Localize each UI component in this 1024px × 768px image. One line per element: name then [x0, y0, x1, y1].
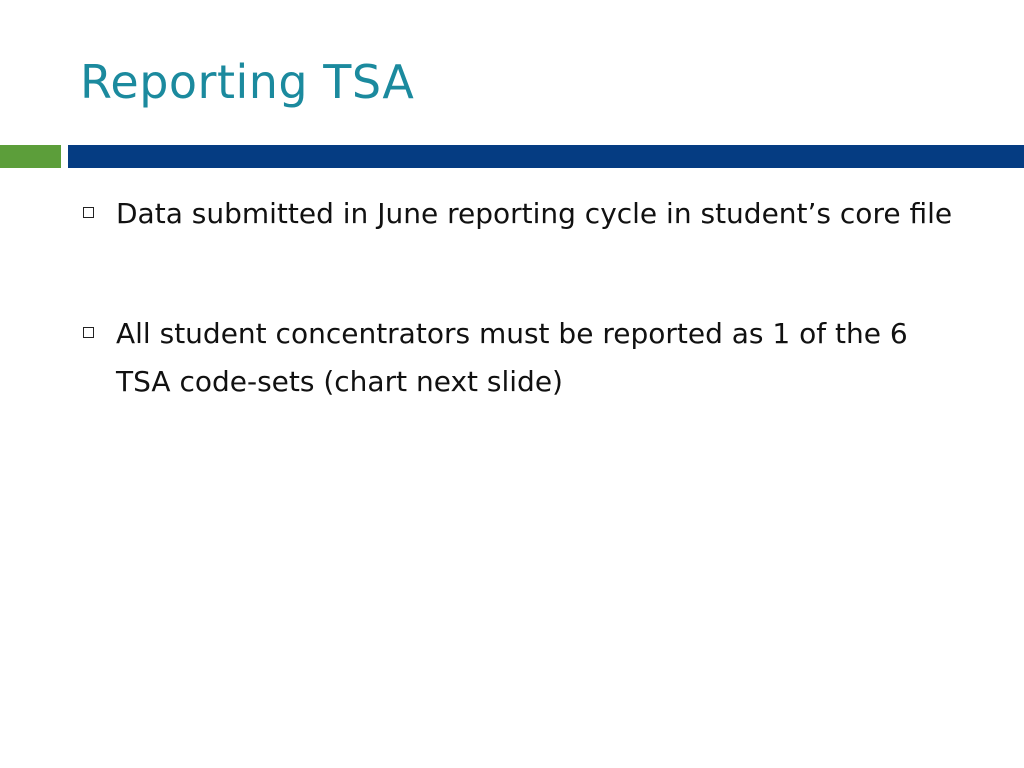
accent-bar-green — [0, 145, 61, 168]
accent-bar-blue — [68, 145, 1024, 168]
bullet-list — [80, 190, 960, 478]
bullet-item — [80, 190, 960, 238]
square-bullet-icon — [83, 207, 94, 218]
bullet-text: All student concentrators must be reported as 1 of the 6 TSA code-sets (chart next slide) — [116, 317, 908, 398]
bullet-item — [80, 310, 960, 406]
bullet-text: Data submitted in June reporting cycle in student’s core file — [116, 197, 953, 230]
square-bullet-icon — [83, 327, 94, 338]
slide-title: Reporting TSA — [80, 55, 415, 109]
